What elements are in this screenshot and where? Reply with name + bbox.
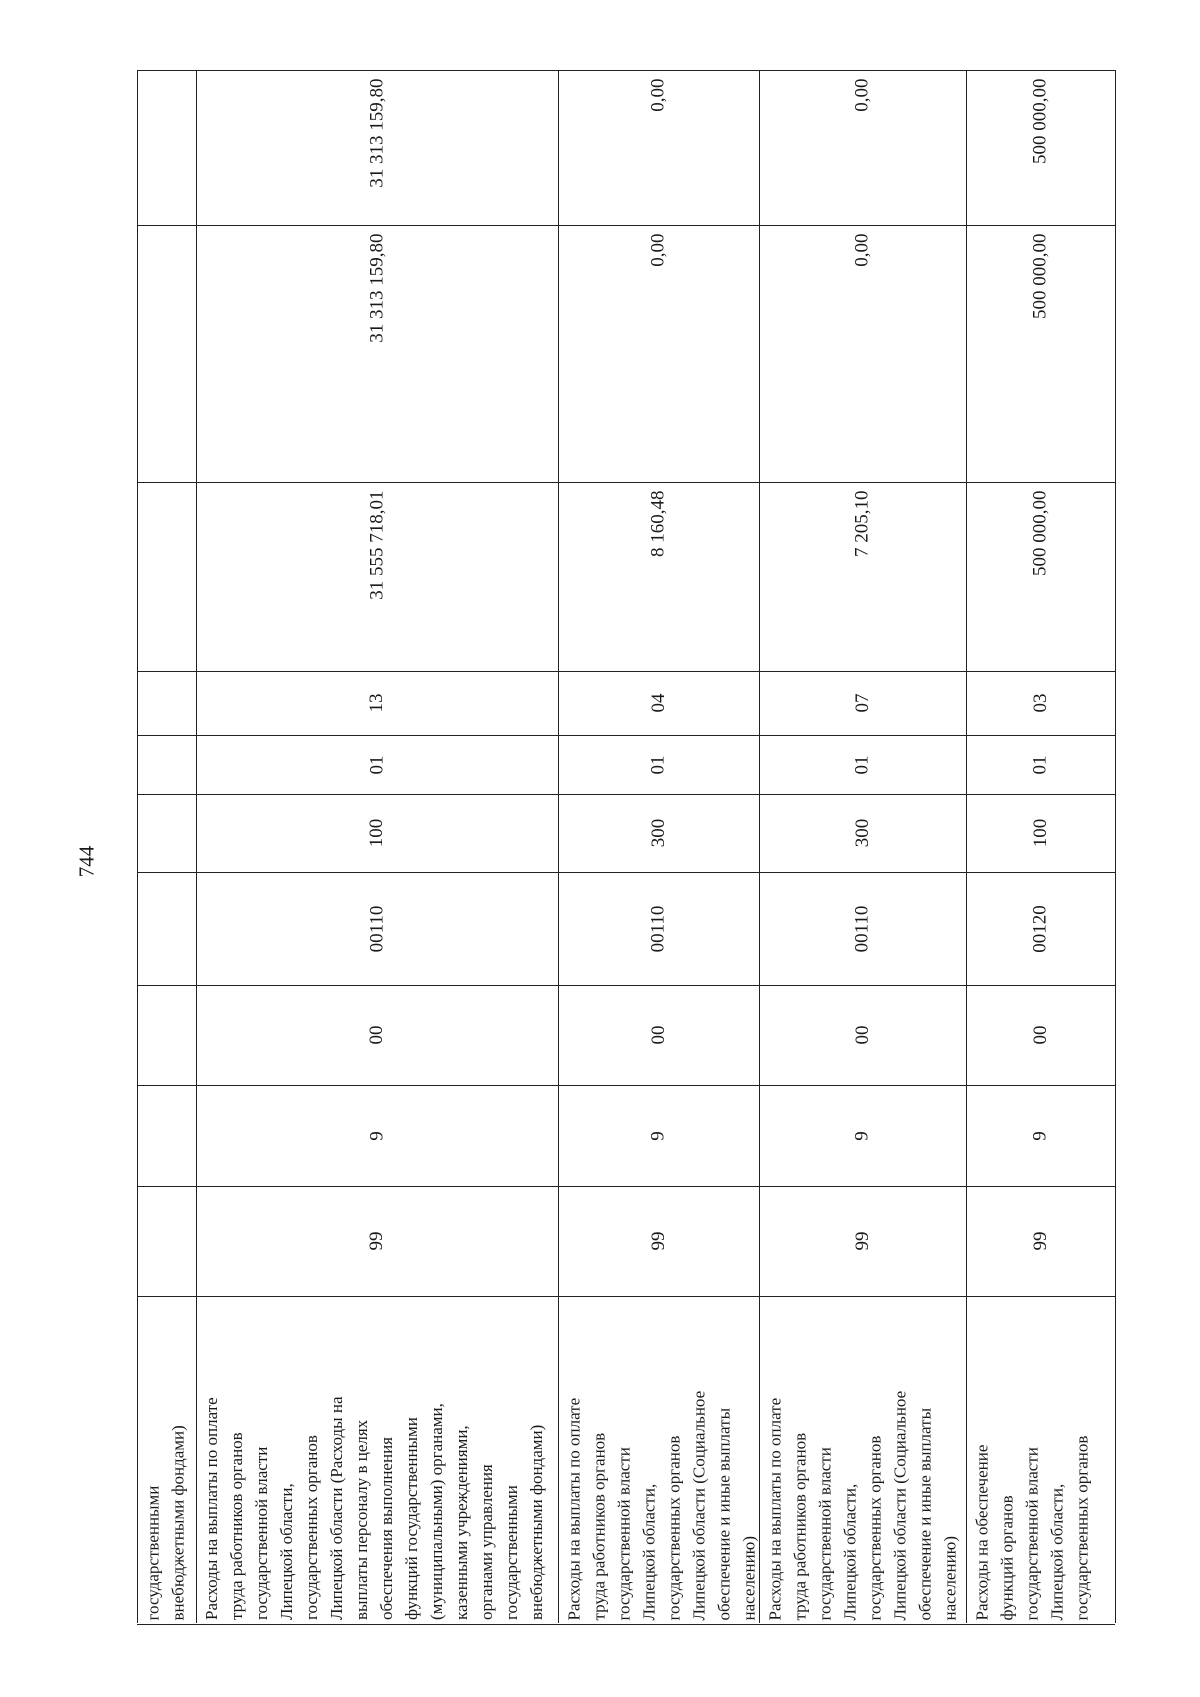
table-cell-code4: 00110 [851, 905, 873, 952]
table-cell-pr: 13 [366, 693, 387, 713]
table-cell-sum1: 31 555 718,01 [366, 490, 387, 600]
table-cell-sum1 [152, 490, 182, 663]
table-cell-pr: 07 [851, 693, 873, 713]
table-column-border [137, 671, 1115, 672]
table-cell-code4 [152, 880, 182, 977]
table-cell-code4: 00110 [647, 905, 669, 952]
table-cell-code2: 9 [366, 1130, 387, 1141]
table-cell-pr: 03 [1029, 693, 1051, 713]
table-cell-description: Расходы на выплаты по оплате труда работников органов государственной власти Липецкой области, государственных органов Липецкой области (Социальное обеспечение и иные выплаты населению) [765, 1390, 959, 1620]
page-number: 744 [74, 845, 99, 878]
table-cell-code1: 99 [647, 1231, 669, 1251]
table-cell-sum2 [152, 233, 182, 474]
table-cell-sum2: 31 313 159,80 [366, 233, 387, 343]
table-cell-pr [152, 679, 182, 727]
table-cell-code3: 00 [1029, 1025, 1051, 1045]
table-cell-kvr: 300 [851, 818, 873, 848]
table-cell-code1: 99 [851, 1231, 873, 1251]
table-cell-sum3: 0,00 [851, 78, 873, 112]
table-cell-rz: 01 [851, 755, 873, 774]
table-cell-sum3: 0,00 [647, 78, 669, 112]
table-cell-pr: 04 [647, 693, 669, 713]
table-cell-sum2: 0,00 [851, 233, 873, 267]
table-cell-sum3: 31 313 159,80 [366, 78, 387, 188]
table-column-border [137, 1186, 1115, 1187]
table-cell-rz: 01 [1029, 755, 1051, 774]
table-cell-code2: 9 [647, 1130, 669, 1141]
table-cell-description: Расходы на выплаты по оплате труда работников органов государственной власти Липецкой области, государственных органов Липецкой области (Социальное обеспечение и иные выплаты населению) [564, 1390, 758, 1620]
table-cell-sum1: 7 205,10 [851, 490, 873, 557]
table-cell-code2: 9 [851, 1130, 873, 1141]
table-cell-code3: 00 [647, 1025, 669, 1045]
table-cell-kvr: 100 [1029, 818, 1051, 848]
table-column-border [137, 985, 1115, 986]
table-cell-description: Расходы на обеспечение функций органов государственной власти Липецкой области, государственных органов [972, 1435, 1091, 1620]
table-cell-kvr: 300 [647, 818, 669, 848]
table-column-border [137, 794, 1115, 795]
table-cell-code3 [152, 993, 182, 1077]
table-cell-sum3 [152, 78, 182, 217]
table-column-border [137, 1296, 1115, 1297]
table-row-border [1115, 70, 1116, 1623]
table-column-border [137, 225, 1115, 226]
table-row-border [137, 70, 138, 1623]
table-cell-code1: 99 [366, 1231, 387, 1251]
table-row-border [558, 70, 559, 1623]
table-cell-rz [152, 743, 182, 786]
table-cell-code4: 00120 [1029, 904, 1051, 953]
table-cell-kvr: 100 [366, 818, 387, 848]
table-cell-sum3: 500 000,00 [1029, 78, 1051, 164]
table-cell-description: Расходы на выплаты по оплате труда работников органов государственной власти Липецкой области, государственных органов Липецкой области (Расходы на выплаты персоналу в целях обеспечения выполнения функций государственными (муниципальными) органами, казенными учреждениями, органами управления государственными внебюджетными фондами) [202, 1396, 546, 1620]
table-cell-rz: 01 [366, 755, 387, 774]
table-cell-rz: 01 [647, 755, 669, 774]
table-cell-code3: 00 [366, 1025, 387, 1045]
table-column-border [137, 1624, 1115, 1625]
table-cell-code2 [152, 1093, 182, 1178]
table-cell-sum1: 500 000,00 [1029, 490, 1051, 576]
table-cell-code3: 00 [851, 1025, 873, 1045]
table-column-border [137, 872, 1115, 873]
table-column-border [137, 70, 1115, 71]
table-cell-sum2: 500 000,00 [1029, 233, 1051, 319]
table-cell-code2: 9 [1029, 1130, 1051, 1141]
table-column-border [137, 1085, 1115, 1086]
table-cell-code4: 00110 [366, 905, 387, 952]
table-column-border [137, 482, 1115, 483]
table-cell-description: государственными внебюджетными фондами) [143, 1424, 187, 1620]
table-cell-code1: 99 [1029, 1231, 1051, 1251]
table-cell-kvr [152, 802, 182, 864]
table-column-border [137, 735, 1115, 736]
table-cell-sum1: 8 160,48 [647, 490, 669, 557]
table-row-border [759, 70, 760, 1623]
table-row-border [196, 70, 197, 1623]
table-cell-code1 [152, 1194, 182, 1288]
table-row-border [966, 70, 967, 1623]
table-cell-sum2: 0,00 [647, 233, 669, 267]
